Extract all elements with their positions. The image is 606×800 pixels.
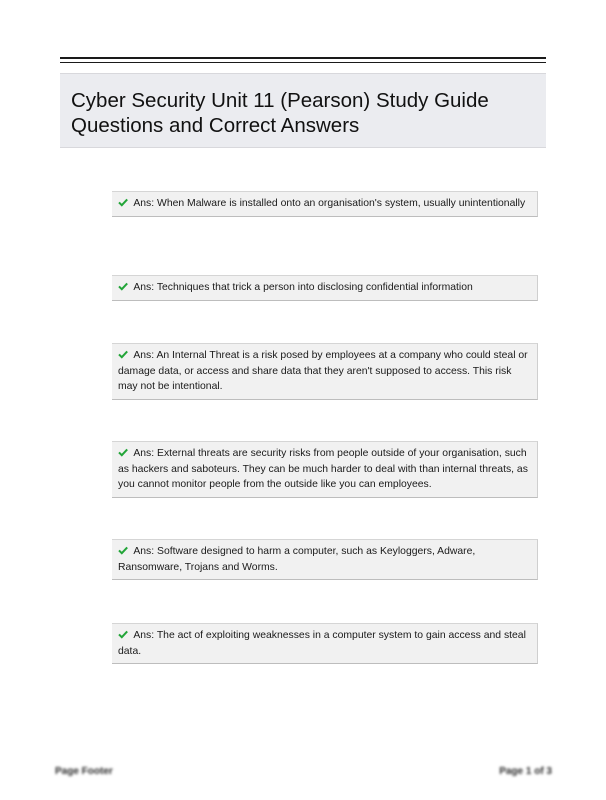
answer-text: Software designed to harm a computer, such as Keyloggers, Adware, Ransomware, Trojans and Worms. xyxy=(118,546,476,573)
answer-text: Techniques that trick a person into disclosing confidential information xyxy=(156,282,473,293)
answer-prefix: Ans: xyxy=(133,282,155,293)
answer-prefix: Ans: xyxy=(133,448,155,459)
document-title-line-2: Questions and Correct Answers xyxy=(71,114,360,137)
top-rule-thin xyxy=(60,62,546,63)
answer-prefix: Ans: xyxy=(133,630,155,641)
answer-prefix: Ans: xyxy=(133,350,155,361)
answer-box-2 xyxy=(112,275,538,301)
answer-box-1 xyxy=(112,191,538,217)
answer-box-6 xyxy=(112,623,538,664)
answer-prefix: Ans: xyxy=(133,198,155,209)
checkmark-icon xyxy=(118,281,128,291)
answer-prefix: Ans: xyxy=(133,546,155,557)
checkmark-icon xyxy=(118,545,128,555)
answer-text: External threats are security risks from people outside of your organisation, such as hackers and saboteurs. They can be much harder to deal with than internal threats, as you cannot monitor people from the outside like you can employees. xyxy=(118,448,528,491)
answer-box-4 xyxy=(112,441,538,498)
answer-text: When Malware is installed onto an organisation's system, usually unintentionally xyxy=(157,198,526,209)
footer-left-text: Page Footer xyxy=(55,766,113,777)
answer-text: An Internal Threat is a risk posed by employees at a company who could steal or damage data, or access and share data that they aren't supposed to access. This risk may not be intentional. xyxy=(118,350,528,393)
checkmark-icon xyxy=(118,629,128,639)
checkmark-icon xyxy=(118,197,128,207)
document-title xyxy=(71,88,531,138)
answer-box-5 xyxy=(112,539,538,580)
footer-page-number: Page 1 of 3 xyxy=(499,766,552,777)
top-rule xyxy=(60,57,546,59)
checkmark-icon xyxy=(118,447,128,457)
answer-text: The act of exploiting weaknesses in a computer system to gain access and steal data. xyxy=(118,630,526,657)
answer-box-3 xyxy=(112,343,538,400)
document-title-box xyxy=(60,73,546,148)
document-title-line-1: Cyber Security Unit 11 (Pearson) Study Guide xyxy=(71,89,489,112)
checkmark-icon xyxy=(118,349,128,359)
